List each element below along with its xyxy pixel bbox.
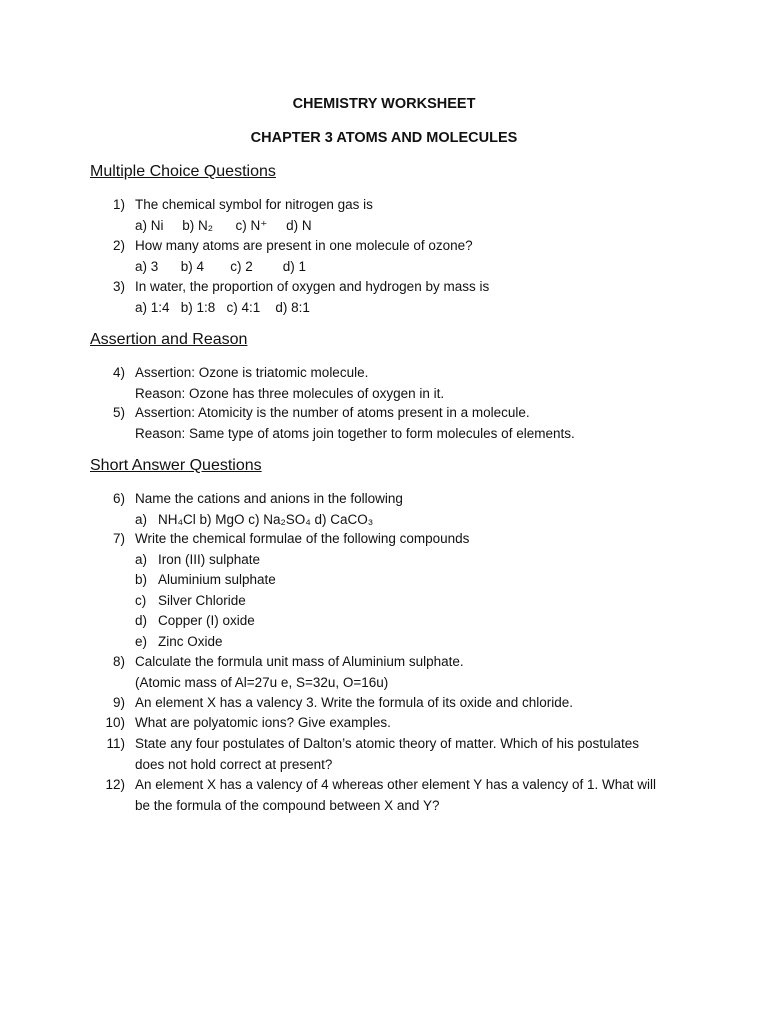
question-number: 4) (112, 365, 125, 380)
question-text: Assertion: Atomicity is the number of atoms present in a molecule. (135, 405, 530, 420)
question-1-options (0, 216, 768, 236)
subitem-letter: a) (135, 552, 148, 567)
question-7-subitem (0, 570, 768, 590)
subitem-letter: e) (135, 634, 148, 649)
question-4-reason (0, 384, 768, 404)
question-7 (0, 529, 768, 549)
question-4 (0, 363, 768, 383)
note-text: (Atomic mass of Al=27u e, S=32u, O=16u) (135, 675, 389, 690)
question-7-subitem (0, 550, 768, 570)
reason-text: Reason: Same type of atoms join together to form molecules of elements. (135, 426, 575, 441)
question-number: 10) (105, 715, 125, 730)
subitem-text: NH₄Cl b) MgO c) Na₂SO₄ d) CaCO₃ (158, 512, 374, 527)
question-2-options (0, 257, 768, 277)
question-text: What are polyatomic ions? Give examples. (135, 715, 391, 730)
question-text: Name the cations and anions in the following (135, 491, 403, 506)
question-text: An element X has a valency 3. Write the formula of its oxide and chloride. (135, 695, 573, 710)
subitem-letter: d) (135, 613, 148, 628)
question-text-continued: be the formula of the compound between X and Y? (135, 798, 440, 813)
question-number: 11) (106, 736, 125, 751)
subitem-text: Iron (III) sulphate (158, 552, 261, 567)
question-number: 12) (105, 777, 125, 792)
question-number: 1) (112, 197, 125, 212)
question-3-options (0, 298, 768, 318)
question-7-subitem (0, 611, 768, 631)
question-number: 7) (112, 531, 125, 546)
subitem-letter: a) (135, 512, 148, 527)
question-11 (0, 734, 768, 754)
section-assertion-heading: Assertion and Reason (90, 331, 248, 348)
question-10 (0, 713, 768, 733)
question-text: Calculate the formula unit mass of Aluminium sulphate. (135, 654, 464, 669)
question-text: The chemical symbol for nitrogen gas is (135, 197, 373, 212)
question-text-continued: does not hold correct at present? (135, 757, 333, 772)
question-6 (0, 489, 768, 509)
question-number: 8) (112, 654, 125, 669)
subitem-text: Copper (I) oxide (158, 613, 255, 628)
question-12-cont (0, 796, 768, 816)
question-7-subitem (0, 591, 768, 611)
chapter-title: CHAPTER 3 ATOMS AND MOLECULES (250, 130, 518, 146)
question-5 (0, 403, 768, 423)
subitem-text: Aluminium sulphate (158, 572, 276, 587)
answer-options: a) 3 b) 4 c) 2 d) 1 (135, 259, 307, 274)
worksheet-title: CHEMISTRY WORKSHEET (292, 96, 476, 112)
question-number: 6) (112, 491, 125, 506)
question-9 (0, 693, 768, 713)
question-1 (0, 195, 768, 215)
section-short-answer-heading: Short Answer Questions (90, 457, 262, 474)
question-text: An element X has a valency of 4 whereas other element Y has a valency of 1. What will (135, 777, 657, 792)
question-number: 3) (112, 279, 125, 294)
question-5-reason (0, 424, 768, 444)
answer-options: a) 1:4 b) 1:8 c) 4:1 d) 8:1 (135, 300, 310, 315)
question-6-subitem (0, 510, 768, 530)
question-text: Assertion: Ozone is triatomic molecule. (135, 365, 369, 380)
question-text: In water, the proportion of oxygen and hydrogen by mass is (135, 279, 490, 294)
question-number: 5) (112, 405, 125, 420)
answer-options: a) Ni b) N₂ c) N⁺ d) N (135, 218, 312, 233)
question-text: State any four postulates of Dalton’s atomic theory of matter. Which of his postulates (135, 736, 640, 751)
subitem-text: Zinc Oxide (158, 634, 223, 649)
subitem-letter: c) (135, 593, 147, 608)
section-mcq-heading: Multiple Choice Questions (90, 163, 276, 180)
question-12 (0, 775, 768, 795)
question-number: 2) (112, 238, 125, 253)
question-text: How many atoms are present in one molecule of ozone? (135, 238, 473, 253)
question-3 (0, 277, 768, 297)
question-11-cont (0, 755, 768, 775)
question-text: Write the chemical formulae of the following compounds (135, 531, 470, 546)
subitem-text: Silver Chloride (158, 593, 246, 608)
reason-text: Reason: Ozone has three molecules of oxygen in it. (135, 386, 445, 401)
question-number: 9) (112, 695, 125, 710)
question-7-subitem (0, 632, 768, 652)
question-8-note (0, 673, 768, 693)
subitem-letter: b) (135, 572, 148, 587)
question-2 (0, 236, 768, 256)
question-8 (0, 652, 768, 672)
